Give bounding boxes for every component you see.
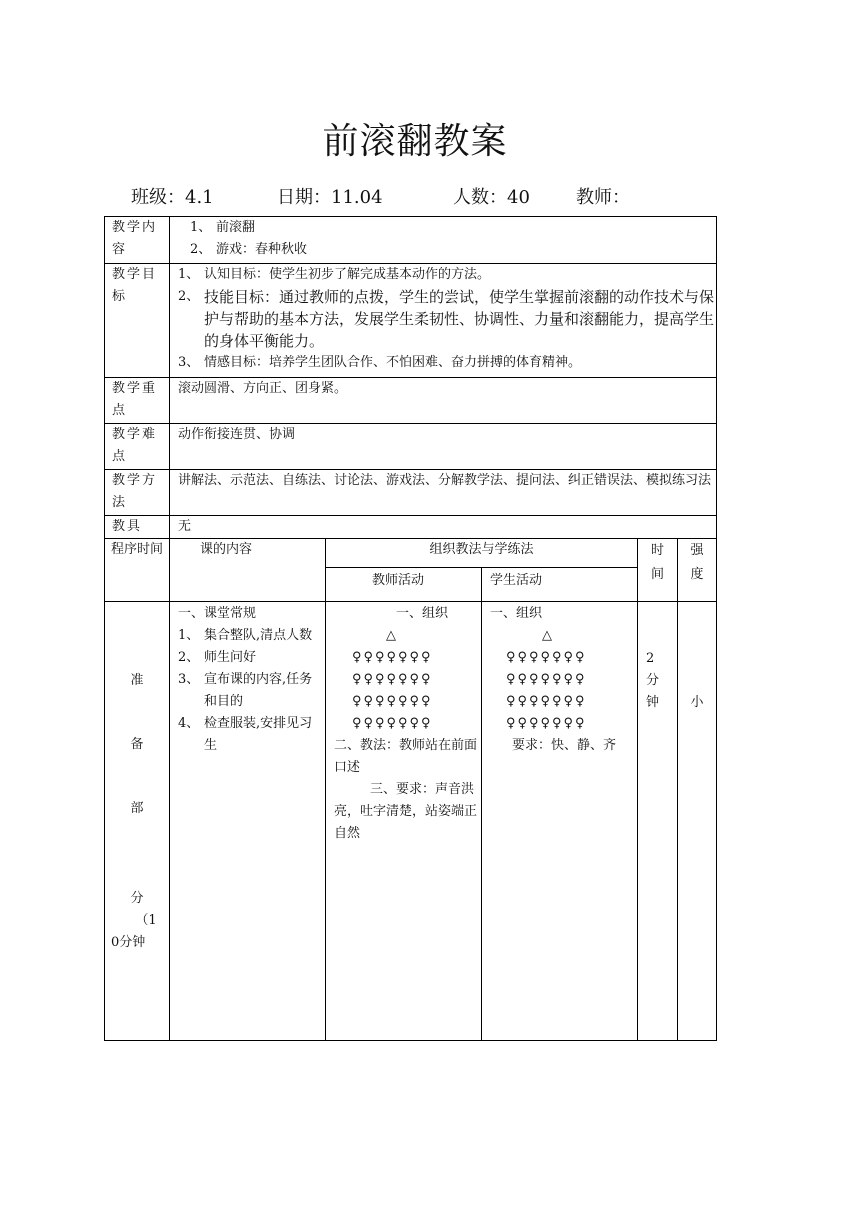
header-intensity: 强度 (678, 539, 717, 602)
label-goals: 教学目标 (105, 264, 170, 378)
phase-char: （1 (135, 913, 157, 928)
header-teacher: 教师活动 (326, 568, 482, 602)
prep-teacher-cell (326, 602, 482, 1041)
list-item: 3、 宣布课的内容,任务和目的 (178, 672, 313, 709)
schedule-header-row (105, 539, 717, 568)
header-student: 学生活动 (482, 568, 638, 602)
label-difficulty: 教学难点 (105, 424, 170, 470)
org-title: 一、组织 (490, 606, 543, 621)
list-item: 3、 情感目标：培养学生团队合作、不怕困难、奋力拼搏的体育精神。 (178, 355, 582, 370)
row-method (105, 470, 717, 516)
phase-char: 分 (130, 891, 144, 906)
key-cell: 滚动圆滑、方向正、团身紧。 (170, 378, 717, 424)
student-requirement: 要求：快、静、齐 (512, 738, 617, 753)
org-title: 一、组织 (396, 606, 449, 621)
header-procedure: 程序时间 (105, 539, 170, 602)
formation-row: ♀♀♀♀♀♀♀ (506, 650, 587, 665)
phase-char: 部 (130, 801, 144, 816)
date-field: 日期：11.04 (277, 187, 383, 208)
teaching-method: 二、教法：教师站在前面口述 (334, 738, 478, 775)
row-key (105, 378, 717, 424)
prep-row (105, 602, 717, 1041)
list-item: 2、 师生问好 (178, 650, 257, 665)
page-title: 前滚翻教案 (322, 121, 508, 162)
phase-char: 备 (130, 737, 144, 752)
difficulty-cell: 动作衔接连贯、协调 (170, 424, 717, 470)
label-equipment: 教具 (105, 516, 170, 539)
teacher-requirement: 三、要求：声音洪亮，吐字清楚，站姿端正自然 (334, 782, 478, 841)
equipment-cell: 无 (170, 516, 717, 539)
row-difficulty (105, 424, 717, 470)
list-item: 2、 技能目标：通过教师的点拨，学生的尝试，使学生掌握前滚翻的动作技术与保护与帮助的基本方法，发展学生柔韧性、协调性、力量和滚翻能力，提高学生的身体平衡能力。 (178, 288, 715, 350)
phase-char: 0分钟 (111, 935, 146, 950)
list-item: 1、 前滚翻 (190, 220, 256, 235)
formation-row: ♀♀♀♀♀♀♀ (506, 672, 587, 687)
lesson-plan-table (104, 216, 717, 1041)
row-equipment (105, 516, 717, 539)
teacher-field: 教师： (576, 187, 630, 208)
class-field: 班级：4.1 (131, 187, 214, 208)
list-item: 1、 认知目标：使学生初步了解完成基本动作的方法。 (178, 267, 491, 282)
prep-content-cell (170, 602, 326, 1041)
label-method: 教学方法 (105, 470, 170, 516)
formation-row: ♀♀♀♀♀♀♀ (352, 694, 433, 709)
label-content: 教学内容 (105, 217, 170, 264)
prep-phase-cell (105, 602, 170, 1041)
content-cell (170, 217, 717, 264)
method-cell: 讲解法、示范法、自练法、讨论法、游戏法、分解教学法、提问法、纠正错误法、模拟练习法 (170, 470, 717, 516)
header-time: 时间 (638, 539, 678, 602)
list-item: 1、 集合整队,清点人数 (178, 628, 313, 643)
teacher-marker-icon: △ (386, 628, 396, 643)
formation-row: ♀♀♀♀♀♀♀ (506, 694, 587, 709)
prep-time-cell: 2 分 钟 (638, 602, 678, 1041)
header-content: 课的内容 (170, 539, 326, 602)
formation-row: ♀♀♀♀♀♀♀ (352, 672, 433, 687)
row-content (105, 217, 717, 264)
goals-cell (170, 264, 717, 378)
label-key: 教学重点 (105, 378, 170, 424)
list-item: 2、 游戏：春种秋收 (190, 242, 308, 257)
header-org: 组织教法与学练法 (326, 539, 638, 568)
prep-student-cell (482, 602, 638, 1041)
prep-intensity-cell: 小 (678, 602, 717, 1041)
phase-char: 准 (130, 673, 144, 688)
formation-row: ♀♀♀♀♀♀♀ (352, 716, 433, 731)
teacher-marker-icon: △ (542, 628, 552, 643)
list-item: 4、 检查服装,安排见习生 (178, 716, 313, 753)
formation-row: ♀♀♀♀♀♀♀ (352, 650, 433, 665)
formation-row: ♀♀♀♀♀♀♀ (506, 716, 587, 731)
row-goals (105, 264, 717, 378)
count-field: 人数：40 (453, 187, 530, 208)
content-title: 一、课堂常规 (178, 606, 257, 621)
